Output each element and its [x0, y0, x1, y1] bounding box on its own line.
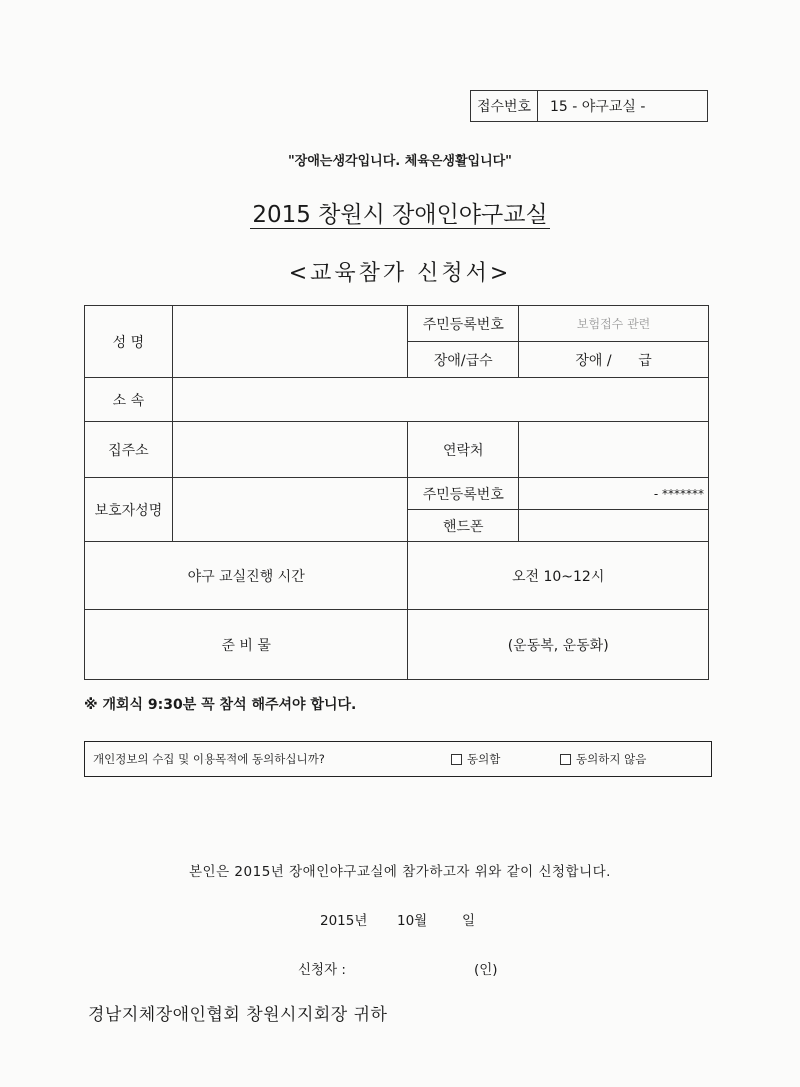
privacy-consent-box: [84, 741, 712, 777]
declaration-text: 본인은 2015년 장애인야구교실에 참가하고자 위와 같이 신청합니다.: [189, 864, 611, 880]
schedule-label: 야구 교실진행 시간: [85, 542, 408, 610]
guardian-rrn-label: 주민등록번호: [408, 478, 519, 510]
guardian-name-field[interactable]: [172, 478, 408, 542]
supplies-value: (운동복, 운동화): [408, 610, 709, 680]
disability-label: 장애/급수: [408, 342, 519, 378]
document-title-text: 2015 창원시 장애인야구교실: [252, 202, 548, 228]
mobile-field[interactable]: [519, 510, 709, 542]
guardian-name-label: 보호자성명: [85, 478, 173, 542]
name-field[interactable]: [172, 306, 408, 378]
agree-checkbox[interactable]: [451, 754, 462, 765]
disagree-checkbox[interactable]: [560, 754, 571, 765]
contact-label: 연락처: [408, 422, 519, 478]
disability-field[interactable]: 장애 / 급: [519, 342, 709, 378]
contact-field[interactable]: [519, 422, 709, 478]
document-subtitle: <교육참가 신청서>: [288, 261, 512, 286]
rrn-hint: 보험접수 관련: [576, 317, 651, 331]
schedule-value: 오전 10~12시: [408, 542, 709, 610]
affiliation-field[interactable]: [172, 378, 708, 422]
agree-label: 동의함: [467, 752, 501, 766]
slogan: "장애는생각입니다. 체육은생활입니다": [288, 154, 512, 169]
disagree-option[interactable]: [560, 751, 646, 767]
supplies-label: 준 비 물: [85, 610, 408, 680]
agree-option[interactable]: [451, 751, 500, 767]
receipt-number-box: [470, 90, 708, 122]
address-label: 집주소: [85, 422, 173, 478]
guardian-rrn-field[interactable]: - *******: [519, 478, 709, 510]
applicant-label: 신청자 :: [298, 962, 346, 978]
document-title: [0, 196, 800, 229]
notice-text: ※ 개회식 9:30분 꼭 참석 해주셔야 합니다.: [84, 697, 357, 713]
consent-question: 개인정보의 수집 및 이용목적에 동의하십니까?: [93, 752, 325, 766]
disagree-label: 동의하지 않음: [576, 752, 647, 766]
affiliation-label: 소 속: [85, 378, 173, 422]
receipt-number-label: 접수번호: [471, 91, 538, 121]
rrn-field[interactable]: [519, 306, 709, 342]
name-label: 성 명: [85, 306, 173, 378]
mobile-label: 핸드폰: [408, 510, 519, 542]
application-form-table: [84, 305, 709, 680]
addressee: 경남지체장애인협회 창원시지회장 귀하: [88, 1005, 388, 1025]
address-field[interactable]: [172, 422, 408, 478]
date-day: 일: [462, 913, 476, 929]
date-month: 10월: [397, 913, 428, 929]
date-year: 2015년: [320, 913, 368, 929]
rrn-label: 주민등록번호: [408, 306, 519, 342]
receipt-number-value: 15 - 야구교실 -: [550, 99, 646, 115]
applicant-seal: (인): [474, 962, 498, 978]
